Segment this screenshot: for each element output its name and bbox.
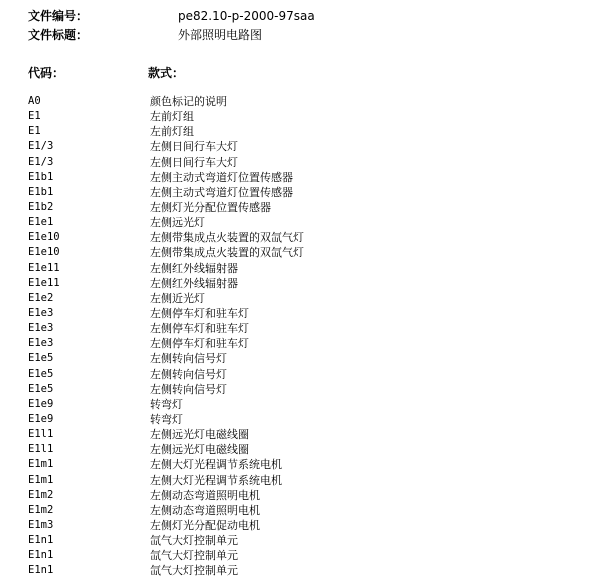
- table-row: [28, 261, 588, 276]
- row-description: 左侧停车灯和驻车灯: [150, 322, 249, 336]
- table-row: [28, 215, 588, 230]
- row-description: 左侧转向信号灯: [150, 367, 227, 381]
- row-code: E1e10: [28, 231, 60, 244]
- table-row: [28, 124, 588, 139]
- row-code: E1b1: [28, 185, 54, 198]
- row-description: 颜色标记的说明: [150, 95, 227, 108]
- row-code: E1/3: [28, 155, 54, 168]
- row-description: 左侧远光灯电磁线圈: [150, 443, 249, 457]
- table-row: [28, 457, 588, 472]
- row-description: 左侧日间行车大灯: [150, 155, 238, 169]
- table-row: [28, 518, 588, 533]
- code-list: [28, 94, 588, 579]
- row-code: E1b1: [28, 170, 54, 183]
- table-row: [28, 291, 588, 306]
- table-row: [28, 427, 588, 442]
- table-row: [28, 367, 588, 382]
- table-row: [28, 563, 588, 578]
- table-row: [28, 185, 588, 200]
- row-code: E1e3: [28, 306, 54, 319]
- table-row: [28, 245, 588, 260]
- row-code: E1e3: [28, 337, 54, 350]
- row-description: 左侧转向信号灯: [150, 382, 227, 396]
- row-description: 左侧红外线辐射器: [150, 261, 238, 275]
- header-code: 代码：: [28, 66, 65, 80]
- row-description: 氙气大灯控制单元: [150, 549, 238, 563]
- table-row: [28, 488, 588, 503]
- row-description: 左侧动态弯道照明电机: [150, 488, 260, 502]
- row-code: E1: [28, 125, 41, 138]
- row-description: 左侧大灯光程调节系统电机: [150, 458, 282, 472]
- table-row: [28, 503, 588, 518]
- row-code: E1e9: [28, 412, 54, 425]
- table-row: [28, 533, 588, 548]
- table-row: [28, 442, 588, 457]
- table-row: [28, 336, 588, 351]
- table-row: [28, 382, 588, 397]
- row-code: E1e9: [28, 397, 54, 410]
- table-row: [28, 109, 588, 124]
- row-description: 左前灯组: [150, 125, 194, 139]
- row-code: E1e3: [28, 322, 54, 335]
- row-description: 左侧灯光分配位置传感器: [150, 200, 271, 214]
- row-description: 左侧远光灯电磁线圈: [150, 428, 249, 442]
- row-code: E1m1: [28, 458, 54, 471]
- row-description: 左侧主动式弯道灯位置传感器: [150, 185, 293, 199]
- table-row: [28, 276, 588, 291]
- row-description: 左侧动态弯道照明电机: [150, 503, 260, 517]
- row-code: E1b2: [28, 200, 54, 213]
- row-code: E1l1: [28, 428, 54, 441]
- row-description: 左侧停车灯和驻车灯: [150, 337, 249, 351]
- table-row: [28, 306, 588, 321]
- table-row: [28, 321, 588, 336]
- row-description: 左侧日间行车大灯: [150, 140, 238, 154]
- row-description: 氙气大灯控制单元: [150, 564, 238, 578]
- row-code: E1n1: [28, 564, 54, 577]
- row-code: E1m2: [28, 503, 54, 516]
- table-row: [28, 548, 588, 563]
- file-number-value: pe82.10-p-2000-97saa: [178, 9, 315, 23]
- table-row: [28, 94, 588, 109]
- row-description: 左前灯组: [150, 110, 194, 124]
- table-row: [28, 139, 588, 154]
- row-description: 左侧带集成点火装置的双氙气灯: [150, 231, 304, 245]
- row-description: 左侧带集成点火装置的双氙气灯: [150, 246, 304, 260]
- row-description: 转弯灯: [150, 412, 183, 426]
- row-code: E1m1: [28, 473, 54, 486]
- row-code: A0: [28, 95, 41, 107]
- row-description: 左侧红外线辐射器: [150, 276, 238, 290]
- row-code: E1n1: [28, 534, 54, 547]
- row-code: E1e5: [28, 367, 54, 380]
- row-code: E1e1: [28, 216, 54, 229]
- row-description: 左侧大灯光程调节系统电机: [150, 473, 282, 487]
- file-number-label: 文件编号：: [28, 9, 89, 23]
- file-title-value: 外部照明电路图: [178, 28, 263, 42]
- table-row: [28, 230, 588, 245]
- row-code: E1m2: [28, 488, 54, 501]
- row-description: 左侧远光灯: [150, 216, 205, 230]
- row-code: E1e5: [28, 382, 54, 395]
- table-row: [28, 155, 588, 170]
- row-description: 左侧停车灯和驻车灯: [150, 306, 249, 320]
- row-code: E1n1: [28, 549, 54, 562]
- row-description: 左侧主动式弯道灯位置传感器: [150, 170, 293, 184]
- row-code: E1l1: [28, 443, 54, 456]
- header-style: 款式：: [148, 66, 185, 80]
- row-description: 左侧转向信号灯: [150, 352, 227, 366]
- row-description: 氙气大灯控制单元: [150, 534, 238, 548]
- row-code: E1m3: [28, 518, 54, 531]
- row-description: 左侧近光灯: [150, 291, 205, 305]
- table-row: [28, 200, 588, 215]
- table-row: [28, 397, 588, 412]
- row-code: E1e11: [28, 276, 60, 289]
- row-code: E1e2: [28, 291, 54, 304]
- row-description: 转弯灯: [150, 397, 183, 411]
- table-row: [28, 351, 588, 366]
- table-row: [28, 473, 588, 488]
- table-row: [28, 412, 588, 427]
- row-description: 左侧灯光分配促动电机: [150, 518, 260, 532]
- row-code: E1e10: [28, 246, 60, 259]
- row-code: E1e5: [28, 352, 54, 365]
- row-code: E1e11: [28, 261, 60, 274]
- row-code: E1: [28, 110, 41, 123]
- table-row: [28, 170, 588, 185]
- file-title-label: 文件标题：: [28, 28, 89, 42]
- row-code: E1/3: [28, 140, 54, 153]
